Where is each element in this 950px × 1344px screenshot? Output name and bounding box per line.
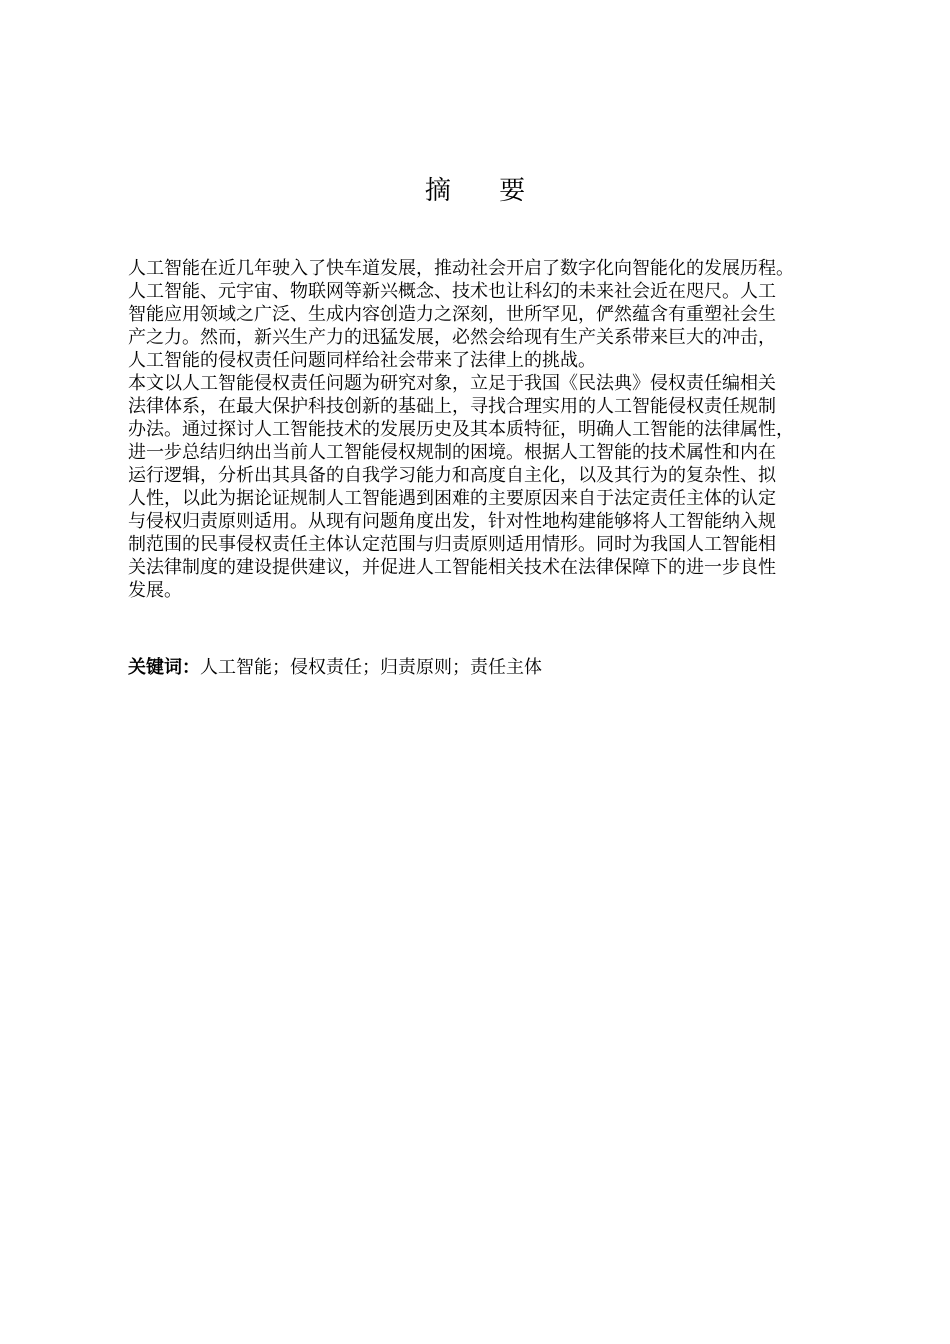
abstract-line: 人工智能的侵权责任问题同样给社会带来了法律上的挑战。: [128, 350, 596, 371]
keywords-value: 人工智能；侵权责任；归责原则；责任主体: [200, 657, 542, 678]
abstract-line: 运行逻辑，分析出其具备的自我学习能力和高度自主化，以及其行为的复杂性、拟: [128, 465, 776, 486]
abstract-line: 人性，以此为据论证规制人工智能遇到困难的主要原因来自于法定责任主体的认定: [128, 488, 776, 509]
abstract-line: 人工智能、元宇宙、物联网等新兴概念、技术也让科幻的未来社会近在咫尺。人工: [128, 281, 776, 302]
abstract-line: 法律体系，在最大保护科技创新的基础上，寻找合理实用的人工智能侵权责任规制: [128, 396, 776, 417]
abstract-line: 人工智能在近几年驶入了快车道发展，推动社会开启了数字化向智能化的发展历程。: [128, 258, 794, 279]
abstract-line: 办法。通过探讨人工智能技术的发展历史及其本质特征，明确人工智能的法律属性，: [128, 419, 794, 440]
keywords-label: 关键词：: [128, 657, 200, 678]
abstract-line: 关法律制度的建设提供建议，并促进人工智能相关技术在法律保障下的进一步良性: [128, 557, 776, 578]
page-title: 摘 要: [424, 176, 546, 206]
abstract-line: 进一步总结归纳出当前人工智能侵权规制的困境。根据人工智能的技术属性和内在: [128, 442, 776, 463]
abstract-line: 发展。: [128, 580, 182, 601]
abstract-line: 本文以人工智能侵权责任问题为研究对象，立足于我国《民法典》侵权责任编相关: [128, 373, 776, 394]
abstract-body: [128, 257, 840, 602]
abstract-line: 智能应用领域之广泛、生成内容创造力之深刻，世所罕见，俨然蕴含有重塑社会生: [128, 304, 776, 325]
keywords-line: [128, 656, 542, 679]
abstract-line: 产之力。然而，新兴生产力的迅猛发展，必然会给现有生产关系带来巨大的冲击，: [128, 327, 776, 348]
abstract-line: 与侵权归责原则适用。从现有问题角度出发，针对性地构建能够将人工智能纳入规: [128, 511, 776, 532]
abstract-line: 制范围的民事侵权责任主体认定范围与归责原则适用情形。同时为我国人工智能相: [128, 534, 776, 555]
